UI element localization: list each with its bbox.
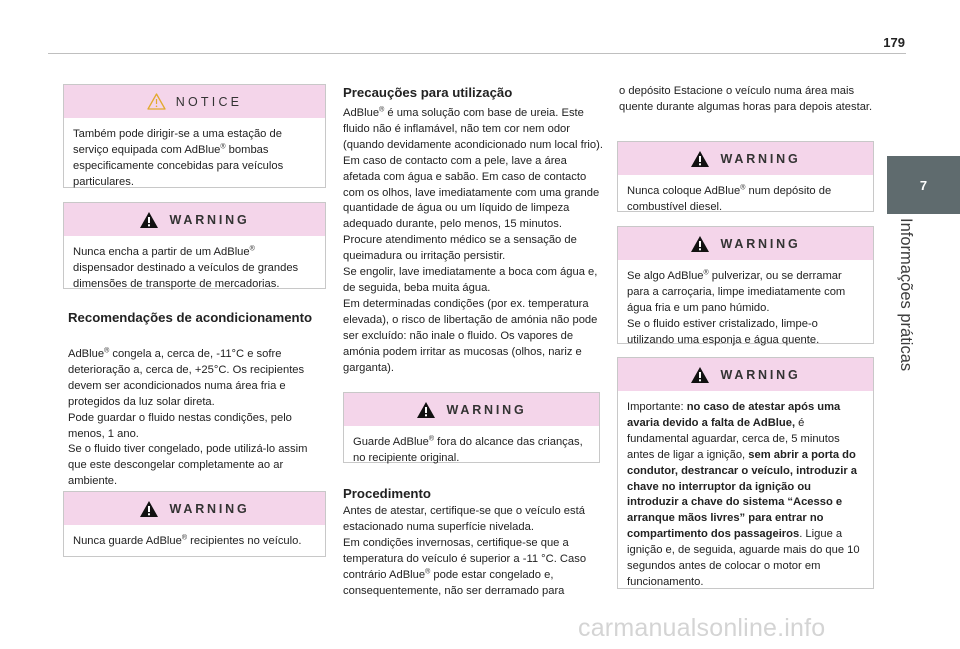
warning-text-part: é fundamental aguardar, cerca de, 5 minutos antes de ligar a ignição,: [627, 416, 840, 461]
notice-triangle-icon: [147, 93, 166, 110]
warning-text: Nunca coloque AdBlue® num depósito de combustível diesel.: [627, 184, 832, 213]
warning-header: [344, 393, 599, 426]
header-rule: [48, 53, 906, 54]
procedure-paragraph: Antes de atestar, certifique-se que o veículo está estacionado numa superfície nivelada. Em condições invernosas, certifique-se que a temperatura do veículo é superior a -11 °C. Caso contrário AdBlue® pode estar congelado e, consequentemente, não ser derramado para: [343, 505, 587, 597]
warning-text: Se algo AdBlue® pulverizar, ou se derramar para a carroçaria, limpe imediatamente com água fria e um pano húmido. Se o fluido estiver cristalizado, limpe-o utilizando uma esponja e água quente.: [627, 269, 846, 346]
warning-box-1: [63, 202, 326, 289]
section-title-storage: Recomendações de acondicionamento: [68, 310, 313, 325]
warning-text: Guarde AdBlue® fora do alcance das crianças, no recipiente original.: [353, 435, 583, 464]
watermark: carmanualsonline.info: [578, 614, 826, 642]
notice-label: NOTICE: [175, 94, 243, 109]
chapter-title-text: Informações práticas: [897, 218, 915, 372]
warning-text-bold: no caso de atestar após uma avaria devido a falta de AdBlue,: [627, 401, 841, 429]
warning-label: WARNING: [720, 367, 801, 382]
warning-label: WARNING: [720, 151, 801, 166]
warning-text-bold: sem abrir a porta do condutor, destrancar o veículo, introduzir a chave no interruptor da ignição ou introduzir a chave do sistema “Acesso e arranque mãos livres” para entrar no compartimento dos passageiros: [627, 448, 858, 541]
section-title-procedure: Procedimento: [343, 486, 431, 501]
warning-text-part: Importante:: [627, 401, 687, 413]
storage-paragraph: AdBlue® congela a, cerca de, -11°C e sofre deterioração a, cerca de, +25°C. Os recipientes devem ser acondicionados numa área fria e protegidos da luz solar direta. Pode guardar o fluido nestas condições, pelo menos, 1 ano. Se o fluido tiver congelado, pode utilizá-lo assim que este descongelar completamente ao ar ambiente.: [68, 347, 308, 488]
warning-box-5: [617, 226, 874, 344]
warning-header: [64, 203, 325, 236]
warning-label: WARNING: [446, 402, 527, 417]
warning-label: WARNING: [169, 501, 250, 516]
warning-header: [618, 227, 873, 260]
warning-text-part: . Ligue a ignição e, de seguida, aguarde mais do que 10 segundos antes de colocar o motor em funcionamento.: [627, 528, 860, 588]
warning-box-6: [617, 357, 874, 589]
warning-triangle-icon: [690, 235, 710, 253]
warning-triangle-icon: [139, 211, 159, 229]
warning-triangle-icon: [139, 500, 159, 518]
warning-box-2: [63, 491, 326, 557]
warning-label: WARNING: [169, 212, 250, 227]
section-title-precautions: Precauções para utilização: [343, 85, 513, 100]
notice-text: Também pode dirigir-se a uma estação de serviço equipada com AdBlue® bombas especificamente concebidas para veículos particulares.: [73, 128, 284, 188]
notice-box: [63, 84, 326, 188]
warning-text: Nunca encha a partir de um AdBlue® dispensador destinado a veículos de grandes dimensões de transporte de mercadorias.: [73, 245, 299, 290]
warning-header: [618, 358, 873, 391]
precautions-paragraph: AdBlue® é uma solução com base de ureia. Este fluido não é inflamável, não tem cor nem odor (quando devidamente acondicionado num local frio). Em caso de contacto com a pele, lave a área afetada com água e sabão. Em caso de contacto com os olhos, lave imediatamente com uma grande quantidade de água ou um líquido de limpeza adequado durante, pelo menos, 15 minutos. Procure atendimento médico se a sensação de queimadura ou irritação persistir. Se engolir, lave imediatamente a boca com água e, de seguida, beba muita água. Em determinadas condições (por ex. temperatura elevada), o risco de libertação de amónia não pode ser excluído: não inale o fluido. Os vapores de amónia podem irritar as mucosas (olhos, nariz e garganta).: [343, 106, 603, 374]
warning-box-3: [343, 392, 600, 463]
warning-triangle-icon: [416, 401, 436, 419]
notice-header: [64, 85, 325, 118]
warning-box-4: [617, 141, 874, 212]
warning-label: WARNING: [720, 236, 801, 251]
warning-triangle-icon: [690, 366, 710, 384]
warning-header: [64, 492, 325, 525]
continued-paragraph: o depósito Estacione o veículo numa área mais quente durante algumas horas para depois atestar.: [619, 85, 873, 113]
warning-text: Nunca guarde AdBlue® recipientes no veículo.: [73, 534, 302, 547]
warning-text: [618, 391, 873, 599]
warning-header: [618, 142, 873, 175]
chapter-title: [893, 218, 917, 372]
chapter-tab[interactable]: 7: [887, 156, 960, 214]
warning-triangle-icon: [690, 150, 710, 168]
page-number: 179: [883, 35, 905, 50]
